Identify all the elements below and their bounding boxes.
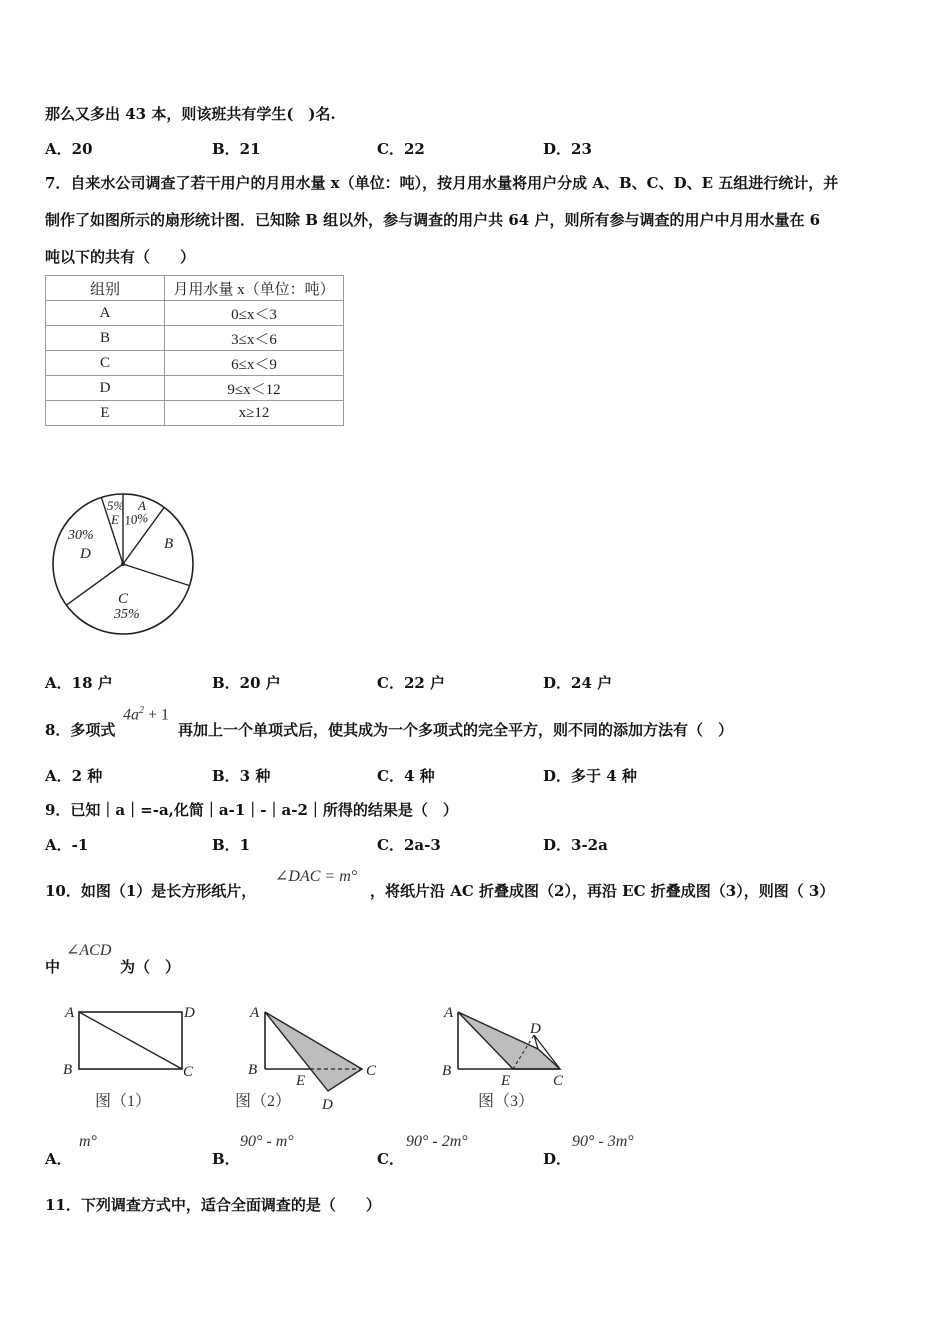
q7-option-a: A．18 户	[45, 674, 113, 692]
q7-line-3: 吨以下的共有（ ）	[45, 248, 196, 266]
table-cell-range: 6≤x＜9	[165, 351, 344, 376]
pie-label-d: D	[80, 546, 91, 562]
figure-1-caption: 图（1）	[95, 1093, 152, 1110]
figure-1	[55, 995, 215, 1120]
table-row	[46, 376, 344, 401]
pie-label-a: A	[138, 498, 146, 513]
shaded-region	[458, 1012, 560, 1069]
q10-prefix: 10．如图（1）是长方形纸片，	[45, 882, 257, 900]
table-row	[46, 401, 344, 426]
table-row	[46, 351, 344, 376]
label-d: D	[530, 1021, 541, 1037]
table-cell-range: 0≤x＜3	[165, 301, 344, 326]
q10-option-d-letter: D．	[543, 1150, 572, 1168]
pie-label-c: C	[118, 591, 129, 607]
table-cell-group: E	[46, 401, 165, 426]
q9-option-a: A．-1	[45, 836, 89, 854]
pie-label-b: B	[164, 536, 174, 552]
table-header-row	[46, 276, 344, 301]
q9-option-b: B．1	[212, 836, 251, 854]
table-header-usage: 月用水量 x（单位：吨）	[165, 276, 344, 301]
q10-option-b-expr: 90° - m°	[240, 1133, 294, 1150]
table-cell-range: x≥12	[165, 401, 344, 426]
q10-option-a-expr: m°	[79, 1133, 97, 1150]
water-usage-table	[45, 275, 344, 426]
label-b: B	[248, 1062, 258, 1078]
table-cell-group: C	[46, 351, 165, 376]
q10-option-c-letter: C．	[377, 1150, 404, 1168]
table-cell-group: B	[46, 326, 165, 351]
table-header-group: 组别	[46, 276, 165, 301]
figure-2-caption: 图（2）	[235, 1093, 292, 1110]
label-d: D	[184, 1005, 195, 1021]
q10-angle-expr: ∠DAC = m°	[275, 868, 358, 885]
label-b: B	[442, 1063, 452, 1079]
q6-option-d: D．23	[543, 140, 592, 158]
pie-label-e: E	[111, 512, 119, 527]
q7-option-c: C．22 户	[377, 674, 446, 692]
q6-option-a: A．20	[45, 140, 93, 158]
figure-2	[232, 995, 392, 1120]
table-cell-group: D	[46, 376, 165, 401]
pie-label-e-pct: 5%	[107, 498, 125, 513]
q8-option-d: D．多于 4 种	[543, 767, 637, 785]
table-cell-group: A	[46, 301, 165, 326]
q8-expr-tail: + 1	[144, 706, 170, 724]
label-b: B	[63, 1062, 73, 1078]
q8-option-b: B．3 种	[212, 767, 271, 785]
folded-triangle	[265, 1012, 362, 1091]
q7-line-1: 7．自来水公司调查了若干用户的月用水量 x（单位：吨），按月用水量将用户分成 A、B、C、D、E 五组进行统计，并	[45, 174, 839, 192]
label-c: C	[553, 1073, 564, 1089]
q7-option-b: B．20 户	[212, 674, 281, 692]
q8-prefix: 8．多项式	[45, 721, 116, 739]
diagonal-ac	[79, 1012, 182, 1069]
pie-center-dot	[121, 562, 125, 566]
label-e: E	[501, 1073, 511, 1089]
q10-option-c-expr: 90° - 2m°	[406, 1133, 468, 1150]
q9-option-d: D．3-2a	[543, 836, 608, 854]
q11-text: 11．下列调查方式中，适合全面调查的是（ ）	[45, 1196, 381, 1214]
q9-text: 9．已知｜a｜=-a,化简｜a-1｜-｜a-2｜所得的结果是（ ）	[45, 801, 458, 819]
table-cell-range: 3≤x＜6	[165, 326, 344, 351]
q6-text: 那么又多出 43 本，则该班共有学生( )名.	[45, 105, 336, 123]
table-row	[46, 301, 344, 326]
q10-option-b-letter: B．	[212, 1150, 240, 1168]
label-a: A	[444, 1005, 454, 1021]
label-a: A	[250, 1005, 260, 1021]
q6-option-c: C．22	[377, 140, 425, 158]
q10-line2-suffix: 为（ ）	[120, 958, 181, 976]
label-a: A	[65, 1005, 75, 1021]
q10-angle2-expr: ∠ACD	[66, 942, 112, 959]
q8-expr-base: 4a	[123, 706, 139, 724]
q8-option-a: A．2 种	[45, 767, 103, 785]
pie-label-d-pct: 30%	[68, 528, 94, 543]
label-c: C	[183, 1064, 194, 1080]
q7-line-2: 制作了如图所示的扇形统计图．已知除 B 组以外，参与调查的用户共 64 户，则所有参与调查的用户中月用水量在 6	[45, 211, 821, 229]
pie-chart	[45, 488, 205, 643]
q8-polynomial	[123, 705, 169, 724]
pie-label-c-pct: 35%	[114, 607, 140, 622]
label-c: C	[366, 1063, 377, 1079]
q8-expr-exponent: 2	[139, 705, 144, 716]
pie-label-a-pct: 10%	[123, 509, 150, 528]
figure-3-caption: 图（3）	[478, 1093, 535, 1110]
q9-option-c: C．2a-3	[377, 836, 441, 854]
q10-line2-prefix: 中	[45, 958, 61, 976]
table-row	[46, 326, 344, 351]
q8-option-c: C．4 种	[377, 767, 435, 785]
label-e: E	[296, 1073, 306, 1089]
figure-3	[430, 995, 590, 1120]
q10-option-d-expr: 90° - 3m°	[572, 1133, 634, 1150]
q10-suffix: ，将纸片沿 AC 折叠成图（2），再沿 EC 折叠成图（3），则图（ 3）	[370, 882, 835, 900]
q10-option-a-letter: A．	[45, 1150, 72, 1168]
q8-suffix: 再加上一个单项式后，使其成为一个多项式的完全平方，则不同的添加方法有（ ）	[178, 721, 734, 739]
q6-option-b: B．21	[212, 140, 261, 158]
table-cell-range: 9≤x＜12	[165, 376, 344, 401]
q7-option-d: D．24 户	[543, 674, 613, 692]
label-d: D	[322, 1097, 333, 1113]
